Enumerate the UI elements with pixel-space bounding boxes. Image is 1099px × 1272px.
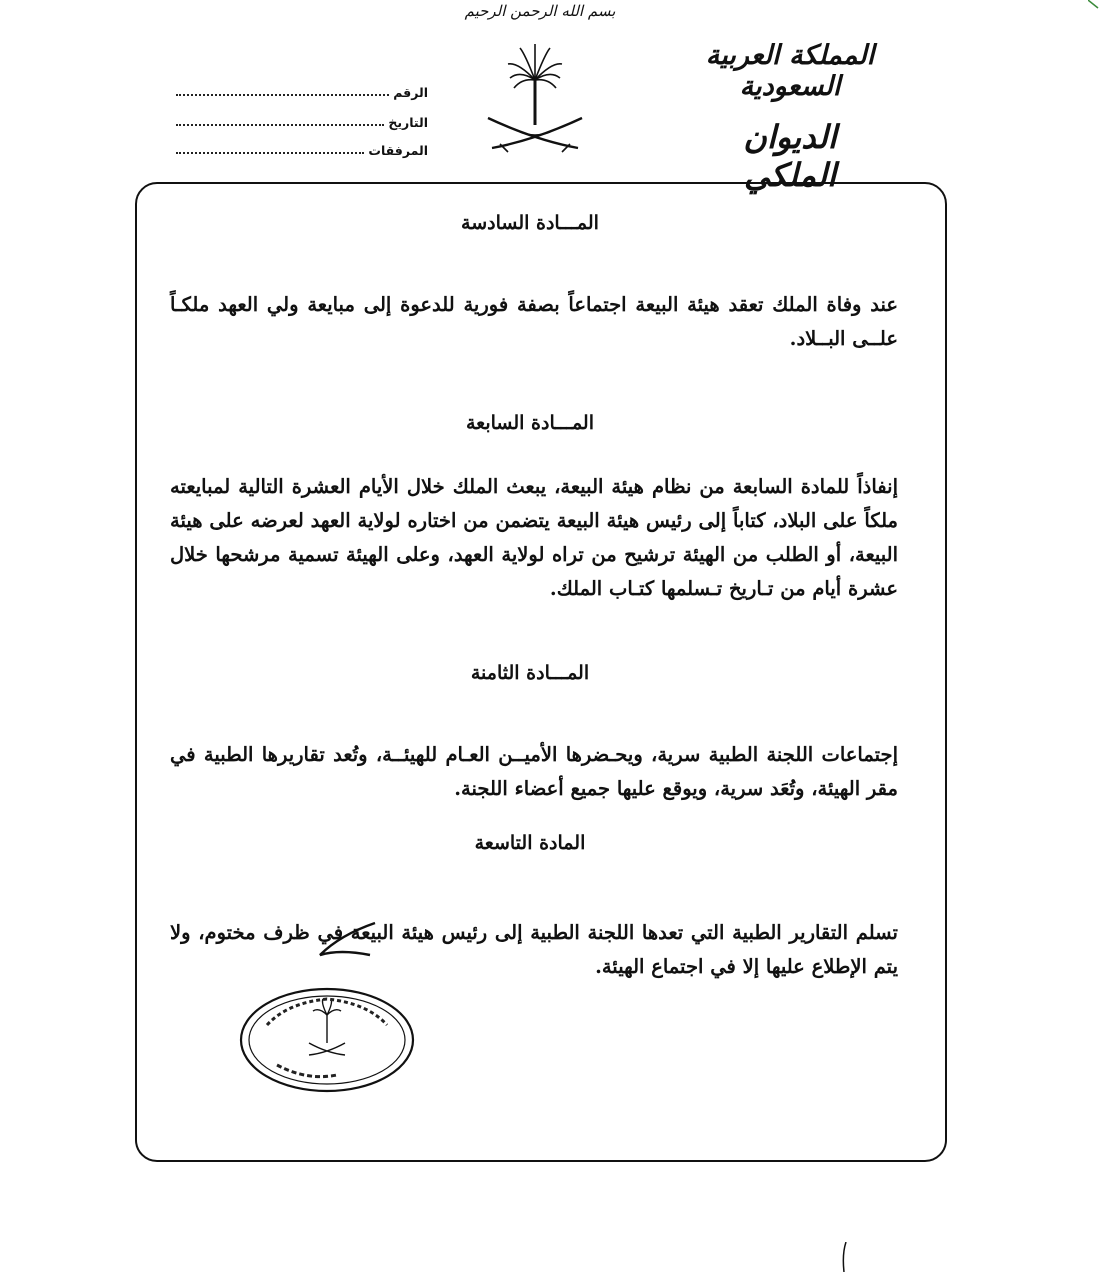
article-7-title: المـــادة السابعة: [465, 412, 595, 434]
royal-court-name: الديوان الملكي: [743, 118, 837, 194]
kingdom-name: المملكة العربية السعودية: [705, 40, 875, 102]
attachments-line: [176, 151, 364, 154]
date-line: [176, 123, 384, 126]
corner-scan-mark: [1088, 0, 1099, 10]
article-8-title: المـــادة الثامنة: [470, 662, 590, 684]
reference-number-line: [176, 93, 389, 96]
article-6-title: المـــادة السادسة: [461, 212, 599, 234]
palm-and-swords-emblem-icon: [480, 40, 590, 160]
bottom-scan-mark: [840, 1242, 850, 1272]
attachments-label: المرفقات: [368, 143, 428, 158]
article-9-body: تسلم التقارير الطبية التي تعدها اللجنة الطبية إلى رئيس هيئة البيعة في ظرف مختوم، ولا يتم الإطلاع عليها إلا في اجتماع الهيئة.: [170, 921, 898, 978]
basmala-text: بسم الله الرحمن الرحيم: [464, 2, 616, 20]
article-9-title: المادة التاسعة: [474, 832, 586, 854]
article-8-body: إجتماعات اللجنة الطبية سرية، ويحـضرها الأميــن العـام للهيئــة، وتُعد تقاريرها الطبية في مقر الهيئة، وتُعَد سرية، ويوقع عليها جميع أعضاء اللجنة.: [170, 743, 898, 800]
attachments-field[interactable]: [176, 138, 428, 158]
date-label: التاريخ: [388, 115, 428, 130]
article-6-body: عند وفاة الملك تعقد هيئة البيعة اجتماعاً بصفة فورية للدعوة إلى مبايعة ولي العهد ملكـاً علــى البــلاد.: [170, 293, 898, 350]
reference-number-field[interactable]: [176, 80, 428, 100]
royal-court-seal-icon: [237, 985, 417, 1095]
date-field[interactable]: [176, 110, 428, 130]
signature-mark: [300, 915, 390, 975]
reference-number-label: الرقم: [393, 85, 428, 100]
article-7-body: إنفاذاً للمادة السابعة من نظام هيئة البيعة، يبعث الملك خلال الأيام العشرة التالية لمبايعته ملكاً على البلاد، كتاباً إلى رئيس هيئة البيعة يتضمن من اختاره لولاية العهد لعرضه على هيئة البيعة، أو الطلب من الهيئة ترشيح من تراه لولاية العهد، وعلى الهيئة تسمية مرشحها خلال عشرة أيام من تـاريخ تـسلمها كتـاب الملك.: [170, 475, 898, 600]
